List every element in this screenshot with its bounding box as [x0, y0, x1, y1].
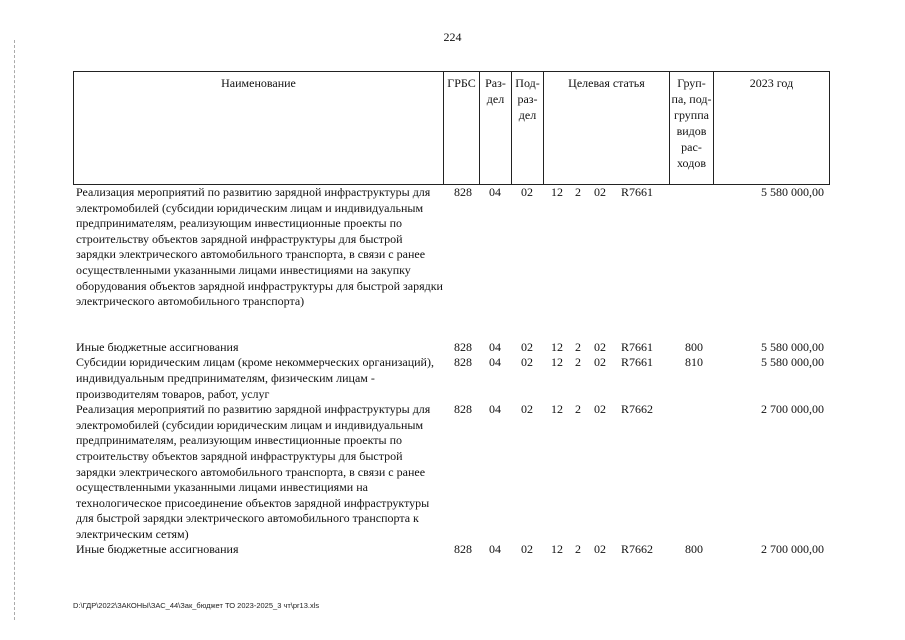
- row-razdel: 04: [489, 339, 501, 354]
- table-row: [73, 355, 829, 402]
- row-target-1: 12: [551, 339, 563, 354]
- page-number: 224: [443, 30, 462, 44]
- row-target-4: R7661: [621, 355, 654, 370]
- table-row: [73, 340, 829, 356]
- row-podrazdel: 02: [521, 402, 533, 417]
- row-target-3: 02: [594, 339, 606, 354]
- row-name: Субсидии юридическим лицам (кроме некоммерческих организаций), индивидуальным предпринимателям, физическим лицам - производителям товаров, работ, услуг: [76, 355, 434, 401]
- scan-margin-line: [14, 40, 15, 620]
- row-podrazdel: 02: [521, 355, 533, 370]
- header-razdel: Раз- дел: [480, 72, 512, 185]
- row-sum: 5 580 000,00: [761, 355, 824, 370]
- row-target-4: R7661: [621, 339, 654, 354]
- header-grbs: ГРБС: [444, 72, 480, 185]
- row-grbs: 828: [454, 185, 472, 199]
- row-grbs: 828: [454, 402, 472, 417]
- row-razdel: 04: [489, 542, 501, 557]
- row-group: 800: [685, 339, 703, 354]
- row-target-1: 12: [551, 355, 563, 370]
- row-target-3: 02: [594, 402, 606, 417]
- row-sum: 2 700 000,00: [761, 402, 824, 417]
- row-target-2: 2: [575, 355, 581, 370]
- row-target-4: R7661: [621, 185, 654, 199]
- row-podrazdel: 02: [521, 339, 533, 354]
- header-target: Целевая статья: [544, 72, 670, 185]
- row-target-3: 02: [594, 542, 606, 557]
- row-group: 810: [685, 355, 703, 370]
- row-grbs: 828: [454, 542, 472, 557]
- row-podrazdel: 02: [521, 185, 533, 199]
- header-group: Груп- па, под- группа видов рас- ходов: [670, 72, 714, 185]
- row-target-3: 02: [594, 355, 606, 370]
- row-target-1: 12: [551, 402, 563, 417]
- row-grbs: 828: [454, 339, 472, 354]
- row-group: 800: [685, 542, 703, 557]
- table-body: [73, 185, 829, 558]
- row-sum: 2 700 000,00: [761, 542, 824, 557]
- row-target-2: 2: [575, 339, 581, 354]
- row-target-4: R7662: [621, 402, 654, 417]
- row-grbs: 828: [454, 355, 472, 370]
- row-sum: 5 580 000,00: [761, 185, 824, 199]
- row-target-1: 12: [551, 542, 563, 557]
- table-header: [73, 71, 830, 185]
- row-name: Иные бюджетные ассигнования: [76, 339, 239, 354]
- header-year: 2023 год: [714, 72, 830, 185]
- row-target-3: 02: [594, 185, 606, 199]
- table-row: [73, 185, 829, 310]
- row-sum: 5 580 000,00: [761, 339, 824, 354]
- header-name: Наименование: [74, 72, 444, 185]
- row-razdel: 04: [489, 185, 501, 199]
- row-name: Иные бюджетные ассигнования: [76, 542, 239, 557]
- row-podrazdel: 02: [521, 542, 533, 557]
- row-target-1: 12: [551, 185, 563, 199]
- file-path-footer: D:\ГДР\2022\ЗАКОНЫ\ЗАС_44\Зак_бюджет ТО 2023-2025_3 чт\pr13.xls: [73, 601, 320, 610]
- row-target-2: 2: [575, 402, 581, 417]
- row-razdel: 04: [489, 355, 501, 370]
- table-row: [73, 402, 829, 542]
- row-target-2: 2: [575, 542, 581, 557]
- row-razdel: 04: [489, 402, 501, 417]
- row-name: Реализация мероприятий по развитию зарядной инфраструктуры для электромобилей (субсидии юридическим лицам и индивидуальным предпринимателям, реализующим инвестиционные проекты по строительству объектов зарядной инфраструктуры для быстрой зарядки электрического автомобильного транспорта, в связи с ранее осуществленными указанными лицами инвестициями на технологическое присоединение объектов зарядной инфраструктуры для быстрой зарядки электрического автомобильного транспорта к электрическим сетям): [76, 402, 431, 541]
- row-target-2: 2: [575, 185, 581, 199]
- header-podrazdel: Под- раз- дел: [512, 72, 544, 185]
- row-name: Реализация мероприятий по развитию зарядной инфраструктуры для электромобилей (субсидии юридическим лицам и индивидуальным предпринимателям, реализующим инвестиционные проекты по строительству объектов зарядной инфраструктуры для быстрой зарядки электрического автомобильного транспорта, в связи с ранее осуществленными указанными лицами инвестициями на закупку оборудования объектов зарядной инфраструктуры для быстрой зарядки электрического автомобильного транспорта): [76, 185, 443, 309]
- table-row: [73, 542, 829, 558]
- row-target-4: R7662: [621, 542, 654, 557]
